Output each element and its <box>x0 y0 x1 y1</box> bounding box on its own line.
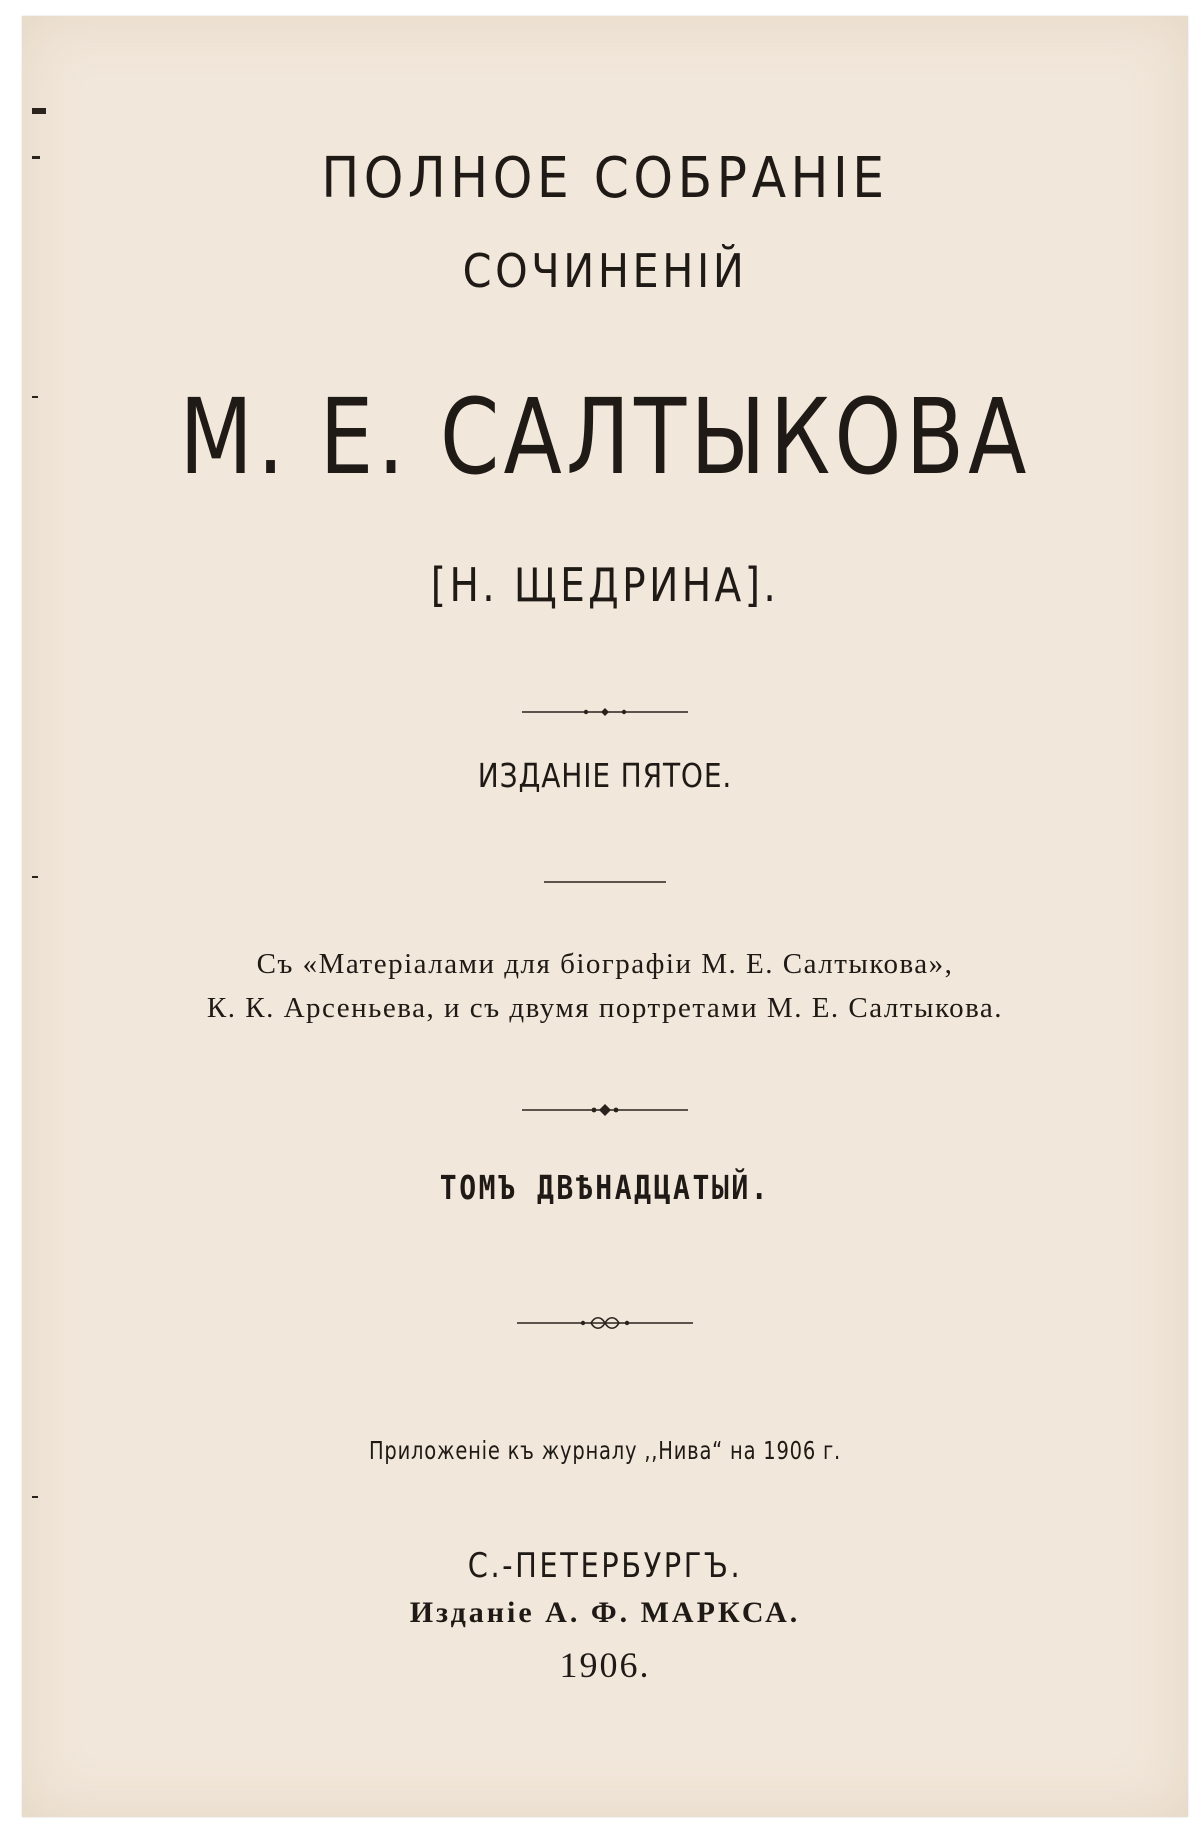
volume-number: ТОМЪ ДВѢНАДЦАТЫЙ. <box>439 1168 771 1207</box>
author-name: М. Е. САЛТЫКОВА <box>179 376 1031 498</box>
imprint-publisher: Изданіе А. Ф. МАРКСА. <box>409 1596 801 1629</box>
edition-note: ИЗДАНІЕ ПЯТОЕ. <box>477 756 733 795</box>
title-page <box>22 16 1188 1817</box>
binding-mark <box>32 156 40 159</box>
materials-line-2: К. К. Арсеньева, и съ двумя портретами М. Е. Салтыкова. <box>206 992 1004 1024</box>
plain-rule <box>22 872 1188 892</box>
binding-mark <box>32 396 38 398</box>
binding-mark <box>32 1496 38 1498</box>
supplement-note: Приложеніе къ журналу ,,Нива“ на 1906 г. <box>368 1436 842 1465</box>
materials-line-1: Съ «Матеріалами для біографіи М. Е. Салтыкова», <box>256 948 954 980</box>
binding-mark <box>32 108 46 114</box>
author-pseudonym: [Н. ЩЕДРИНА]. <box>430 558 780 612</box>
collection-title: ПОЛНОЕ СОБРАНІЕ <box>321 146 889 211</box>
ornamental-rule <box>22 1312 1188 1332</box>
imprint-city: С.-ПЕТЕРБУРГЪ. <box>467 1546 743 1586</box>
works-word: СОЧИНЕНІЙ <box>462 244 748 298</box>
imprint-year: 1906. <box>559 1645 651 1685</box>
ornamental-rule <box>22 702 1188 722</box>
ornamental-rule <box>22 1100 1188 1120</box>
